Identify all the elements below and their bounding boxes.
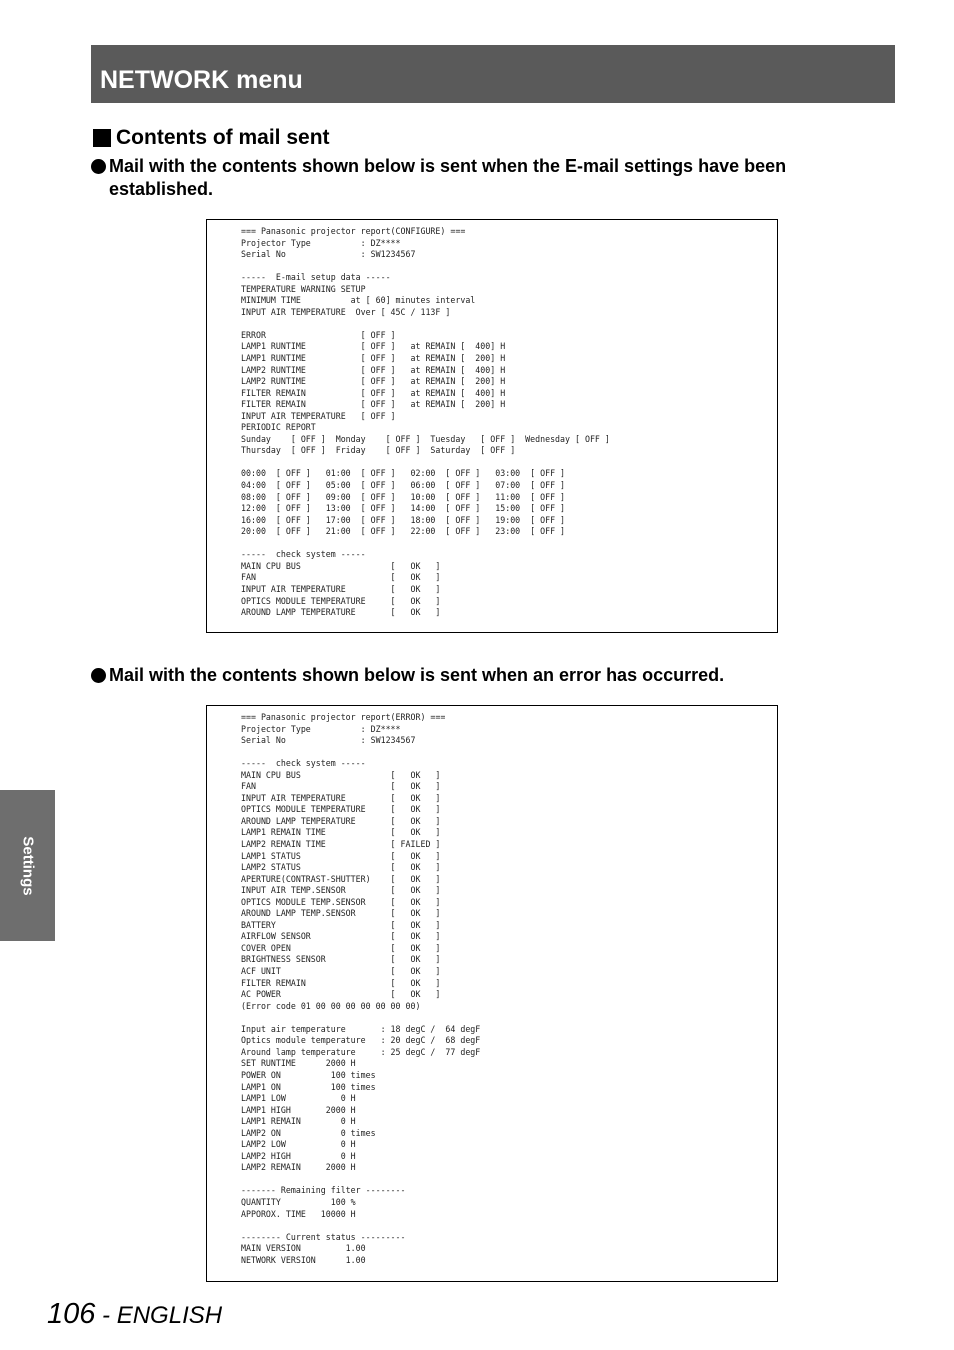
square-bullet-icon <box>93 129 111 147</box>
mail-error-text: === Panasonic projector report(ERROR) === Projector Type : DZ**** Serial No : SW1234567 ----- check system ----- MAIN CPU BUS [ OK ] FAN [ OK ] INPUT AIR TEMPERATURE [ OK ] OPTICS MODULE TEMPERATURE [ OK ] AROUND LAMP TEMPERATURE [ OK ] LAMP1 REMAIN TIME [ OK ] LAMP2 REMAIN TIME [ FAILED ] LAMP1 STATUS [ OK ] LAMP2 STATUS [ OK ] APERTURE(CONTRAST-SHUTTER) [ OK ] INPUT AIR TEMP.SENSOR [ OK ] OPTICS MODULE TEMP.SENSOR [ OK ] AROUND LAMP TEMP.SENSOR [ OK ] BATTERY [ OK ] AIRFLOW SENSOR [ OK ] COVER OPEN [ OK ] BRIGHTNESS SENSOR [ OK ] ACF UNIT [ OK ] FILTER REMAIN [ OK ] AC POWER [ OK ] (Error code 01 00 00 00 00 00 00 00) Input air temperature : 18 degC / 64 degF Optics module temperature : 20 degC / 68 degF Around lamp temperature : 25 degC / 77 degF SET RUNTIME 2000 H POWER ON 100 times LAMP1 ON 100 times LAMP1 LOW 0 H LAMP1 HIGH 2000 H LAMP1 REMAIN 0 H LAMP2 ON 0 times LAMP2 LOW 0 H LAMP2 HIGH 0 H LAMP2 REMAIN 2000 H ------- Remaining filter -------- QUANTITY 100 % APPOROX. TIME 10000 H -------- Current status --------- MAIN VERSION 1.00 NETWORK VERSION 1.00 <box>241 713 481 1266</box>
header-bar <box>91 45 895 103</box>
bullet-configure-mail <box>91 155 851 201</box>
side-tab-settings <box>0 790 55 941</box>
page-language: - ENGLISH <box>95 1302 223 1329</box>
section-title: Contents of mail sent <box>116 126 330 149</box>
bullet-dot-icon <box>91 159 106 174</box>
page-footer <box>47 1296 222 1337</box>
page-number: 106 <box>47 1298 96 1330</box>
bullet-error-mail <box>91 664 851 687</box>
mail-error-box <box>206 705 778 1282</box>
mail-configure-text: === Panasonic projector report(CONFIGURE) === Projector Type : DZ**** Serial No : SW1234567 ----- E-mail setup data ----- TEMPERATURE WARNING SETUP MINIMUM TIME at [ 60] minutes interval INPUT AIR TEMPERATURE Over [ 45C / 113F ] ERROR [ OFF ] LAMP1 RUNTIME [ OFF ] at REMAIN [ 400] H LAMP1 RUNTIME [ OFF ] at REMAIN [ 200] H LAMP2 RUNTIME [ OFF ] at REMAIN [ 400] H LAMP2 RUNTIME [ OFF ] at REMAIN [ 200] H FILTER REMAIN [ OFF ] at REMAIN [ 400] H FILTER REMAIN [ OFF ] at REMAIN [ 200] H INPUT AIR TEMPERATURE [ OFF ] PERIODIC REPORT Sunday [ OFF ] Monday [ OFF ] Tuesday [ OFF ] Wednesday [ OFF ] Thursday [ OFF ] Friday [ OFF ] Saturday [ OFF ] 00:00 [ OFF ] 01:00 [ OFF ] 02:00 [ OFF ] 03:00 [ OFF ] 04:00 [ OFF ] 05:00 [ OFF ] 06:00 [ OFF ] 07:00 [ OFF ] 08:00 [ OFF ] 09:00 [ OFF ] 10:00 [ OFF ] 11:00 [ OFF ] 12:00 [ OFF ] 13:00 [ OFF ] 14:00 [ OFF ] 15:00 [ OFF ] 16:00 [ OFF ] 17:00 [ OFF ] 18:00 [ OFF ] 19:00 [ OFF ] 20:00 [ OFF ] 21:00 [ OFF ] 22:00 [ OFF ] 23:00 [ OFF ] ----- check system ----- MAIN CPU BUS [ OK ] FAN [ OK ] INPUT AIR TEMPERATURE [ OK ] OPTICS MODULE TEMPERATURE [ OK ] AROUND LAMP TEMPERATURE [ OK ] <box>241 227 610 619</box>
bullet-text: Mail with the contents shown below is sent when an error has occurred. <box>109 665 725 685</box>
mail-configure-box <box>206 219 778 633</box>
page-header-title: NETWORK menu <box>100 66 303 94</box>
section-heading <box>93 125 330 151</box>
side-tab-label: Settings <box>19 835 36 896</box>
bullet-dot-icon <box>91 668 106 683</box>
bullet-text: Mail with the contents shown below is sent when the E-mail settings have been established. <box>109 156 787 199</box>
